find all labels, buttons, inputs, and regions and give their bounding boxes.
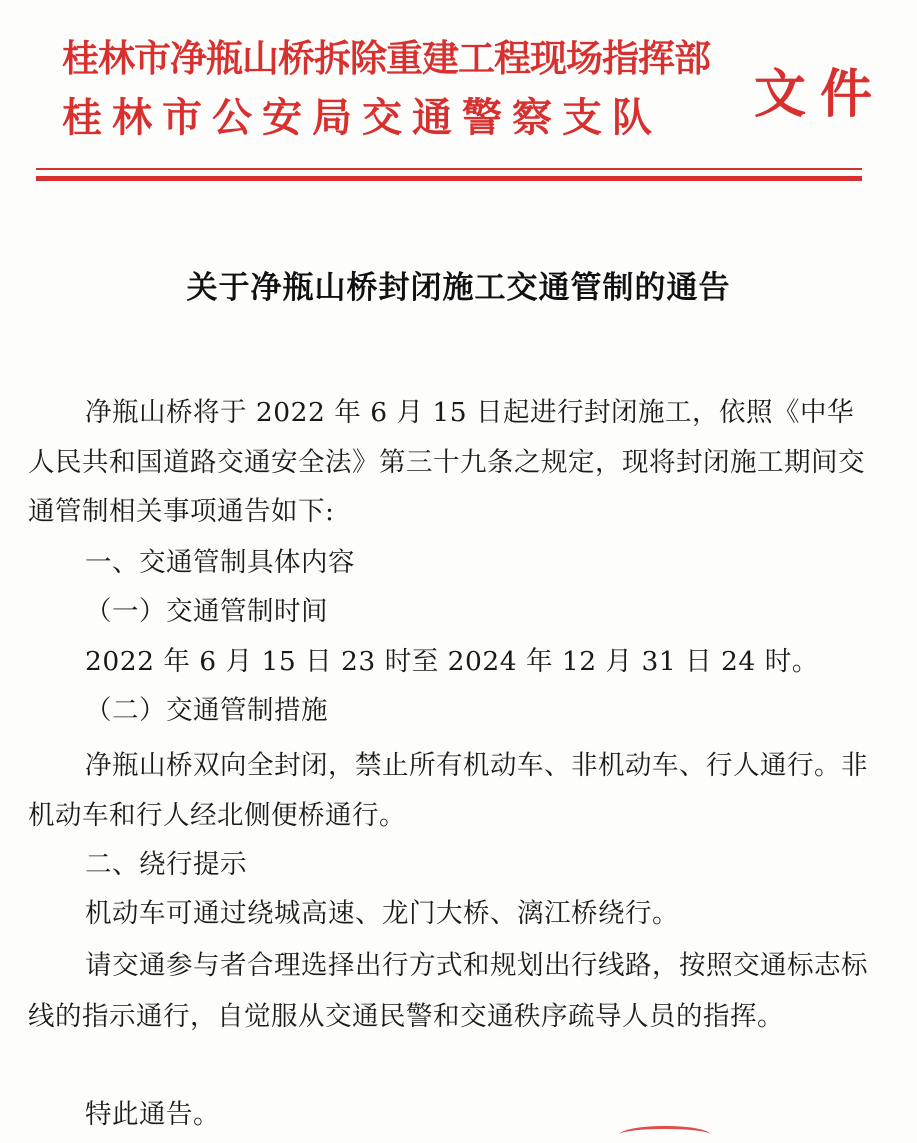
control-period-text: 2022 年 6 月 15 日 23 时至 2024 年 12 月 31 日 24 时。 xyxy=(85,646,819,677)
section-1-2-heading: （二）交通管制措施 xyxy=(85,695,328,726)
appeal-paragraph: 请交通参与者合理选择出行方式和规划出行线路，按照交通标志标线的指示通行，自觉服从交通民警和交通秩序疏导人员的指挥。 xyxy=(28,950,868,1032)
section-2-heading: 二、绕行提示 xyxy=(85,849,247,880)
document-type-label: 文件 xyxy=(754,64,887,125)
control-measures-text: 净瓶山桥双向全封闭，禁止所有机动车、非机动车、行人通行。非机动车和行人经北侧便桥通行。 xyxy=(28,750,868,831)
detour-text: 机动车可通过绕城高速、龙门大桥、漓江桥绕行。 xyxy=(85,898,679,929)
notice-title: 关于净瓶山桥封闭施工交通管制的通告 xyxy=(186,270,731,306)
closing-line: 特此通告。 xyxy=(85,1099,220,1130)
section-1-heading: 一、交通管制具体内容 xyxy=(85,547,355,578)
document-header xyxy=(0,0,917,200)
issuing-org-2: 桂林市公安局交通警察支队 xyxy=(62,94,662,141)
intro-paragraph: 净瓶山桥将于 2022 年 6 月 15 日起进行封闭施工，依照《中华人民共和国道路交通安全法》第三十九条之规定，现将封闭施工期间交通管制相关事项通告如下: xyxy=(28,397,865,527)
section-1-1-heading: （一）交通管制时间 xyxy=(85,596,328,627)
header-rule-thin xyxy=(36,168,862,170)
header-rule-thick xyxy=(36,176,862,181)
issuing-org-1: 桂林市净瓶山桥拆除重建工程现场指挥部 xyxy=(62,36,710,80)
